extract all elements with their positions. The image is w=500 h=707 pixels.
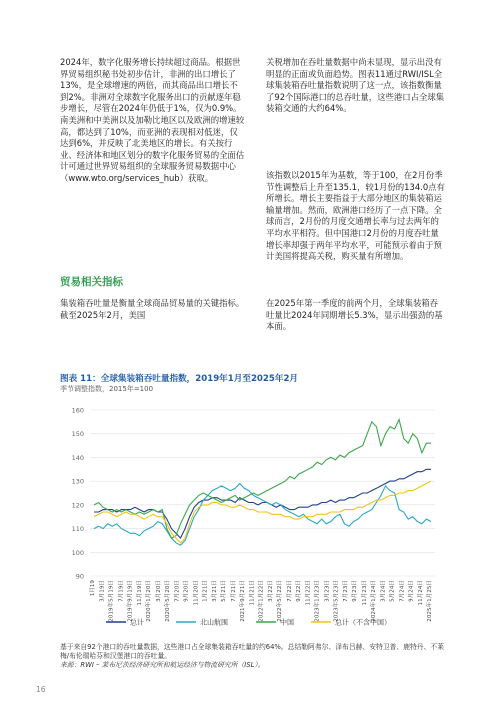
x-tick-label: 2021年9月21日 bbox=[239, 580, 246, 622]
x-tick-label: 2020年5月20日 bbox=[164, 580, 171, 622]
body-text: 在2025年第一季度的前两个月，全球集装箱吞吐量比2024年同期增长5.3%，显示出强劲的基本面。 bbox=[266, 298, 443, 332]
intro-paragraph-right-1 bbox=[266, 57, 446, 115]
x-tick-label: 9月22日 bbox=[295, 580, 302, 602]
y-tick-label: 130 bbox=[71, 477, 84, 486]
x-tick-label: 9月20日 bbox=[183, 580, 190, 602]
y-tick-label: 160 bbox=[71, 406, 84, 415]
footnote-text: 基于来自92个港口的吞吐量数据，这些港口占全球集装箱吞吐量的约64%。总结勒阿弗尔、泽布吕赫、安特卫普、鹿特丹、不莱梅/布伦瑞哈芬和汉堡港口的吞吐量。 bbox=[60, 643, 444, 661]
x-tick-label: 2024年1月24日 bbox=[370, 580, 377, 622]
x-tick-label: 7月20日 bbox=[174, 580, 181, 602]
x-tick-label: 7月19日 bbox=[118, 580, 125, 602]
x-tick-label: 7月21日 bbox=[230, 580, 237, 602]
x-tick-label: 2020年1月20日 bbox=[146, 580, 153, 622]
x-tick-label: 7月24日 bbox=[399, 580, 406, 602]
y-tick-label: 110 bbox=[71, 525, 84, 534]
x-tick-label: 3月23日 bbox=[324, 580, 331, 602]
x-tick-label: 2019年5月19日 bbox=[108, 580, 115, 622]
x-tick-label: 2023年5月23日 bbox=[333, 580, 340, 622]
x-tick-label: 2022年1月22日 bbox=[258, 580, 265, 622]
section-title: 贸易相关指标 bbox=[60, 276, 123, 288]
y-tick-label: 90 bbox=[75, 572, 84, 581]
x-tick-label: 5月24日 bbox=[389, 580, 396, 602]
x-tick-label: 3月21日 bbox=[212, 580, 219, 602]
series-line bbox=[94, 420, 431, 539]
x-tick-label: 7月23日 bbox=[343, 580, 350, 602]
legend-label: 总计（不含中国） bbox=[335, 618, 391, 627]
x-tick-label: 11月19日 bbox=[137, 580, 144, 606]
x-tick-label: 2025年1月25日 bbox=[427, 580, 433, 622]
x-tick-label: 11月20日 bbox=[193, 580, 200, 606]
body-text: 2024年，数字化服务增长持续超过商品。根据世界贸易组织秘书处初步估计，非洲的出口增长了13%，是全球增速的两倍，而其商品出口增长不到2%。非洲对全球数字化服务出口的贡献逐年稳步增长，尽管在2024年仍低于1%，仅为0.9%。南美洲和中美洲以及加勒比地区以及欧洲的增速较高，都达到了10%，而亚洲的表现相对低迷，仅达到6%，并反映了北美地区的增长。有关按行业、经济体和地区划分的数字化服务贸易的全面估计可通过世界贸易组织的全球服务贸易数据中心（www.wto.org/services_hub）获取。 bbox=[60, 57, 245, 183]
y-tick-label: 150 bbox=[71, 430, 84, 439]
indicator-paragraph-left bbox=[60, 298, 246, 321]
x-tick-label: 9月23日 bbox=[352, 580, 359, 602]
page-number: 16 bbox=[36, 685, 46, 694]
x-tick-label: 11月24日 bbox=[418, 580, 424, 606]
legend-label: 中国 bbox=[280, 618, 294, 627]
legend-label: 总计 bbox=[130, 618, 144, 627]
y-tick-label: 120 bbox=[71, 501, 84, 510]
footnote bbox=[60, 643, 450, 671]
x-tick-label: 3月20日 bbox=[155, 580, 162, 602]
x-tick-label: 11月21日 bbox=[249, 580, 256, 606]
indicator-paragraph-right bbox=[266, 298, 446, 333]
line-chart bbox=[60, 396, 440, 641]
intro-paragraph-left bbox=[60, 57, 246, 185]
x-tick-label: 2023年1月23日 bbox=[314, 580, 321, 622]
x-tick-label: 7月22日 bbox=[286, 580, 293, 602]
x-tick-label: 1月19 bbox=[90, 580, 96, 597]
intro-paragraph-right-2 bbox=[266, 170, 446, 263]
x-tick-label: 3月24日 bbox=[380, 580, 387, 602]
body-text: 集装箱吞吐量是衡量全球商品贸易量的关键指标。截至2025年2月，美国 bbox=[60, 298, 245, 320]
x-tick-label: 2022年5月22日 bbox=[277, 580, 284, 622]
figure-subtitle: 季节调整指数，2015年=100 bbox=[60, 385, 154, 393]
body-text: 关税增加在吞吐量数据中尚未显现，显示出没有明显的正面或负面趋势。图表11通过RWI/ISL全球集装箱吞吐量指数说明了这一点，该指数衡量了92个国际港口的总吞吐量，这些港口占全球集装箱交通的大约64%。 bbox=[266, 57, 445, 114]
legend-label: 北山航围 bbox=[200, 618, 228, 627]
x-tick-label: 11月23日 bbox=[361, 580, 368, 606]
series-line bbox=[94, 469, 431, 538]
x-tick-label: 3月22日 bbox=[268, 580, 275, 602]
y-tick-label: 140 bbox=[71, 453, 84, 462]
x-tick-label: 9月24日 bbox=[408, 580, 415, 602]
x-tick-label: 2019年9月19日 bbox=[127, 580, 134, 622]
body-text: 该指数以2015年为基数，等于100，在2月份季节性调整后上升至135.1，较1月份的134.0点有所增长。增长主要指益于大部分地区的集装箱运输量增加。然而，欧洲港口经历了一点下降。全球而言，2月份的月度交通增长率与过去两年的平均水平相符。但中国港口2月份的月度吞吐量增长率却强于两年平均水平，可能预示着由于预计美国将提高关税，购买量有所增加。 bbox=[266, 170, 445, 262]
source-note: 来源：RWI – 莱布尼茨经济研究所和航运经济与物流研究所（ISL）。 bbox=[60, 661, 265, 670]
x-tick-label: 5月21日 bbox=[221, 580, 228, 602]
x-tick-label: 11月22日 bbox=[305, 580, 312, 606]
x-tick-label: 1月21日 bbox=[202, 580, 209, 602]
x-tick-label: 3月19日 bbox=[99, 580, 106, 602]
figure-title: 图表 11：全球集装箱吞吐量指数，2019年1月至2025年2月 bbox=[60, 374, 299, 384]
y-tick-label: 100 bbox=[71, 548, 84, 557]
